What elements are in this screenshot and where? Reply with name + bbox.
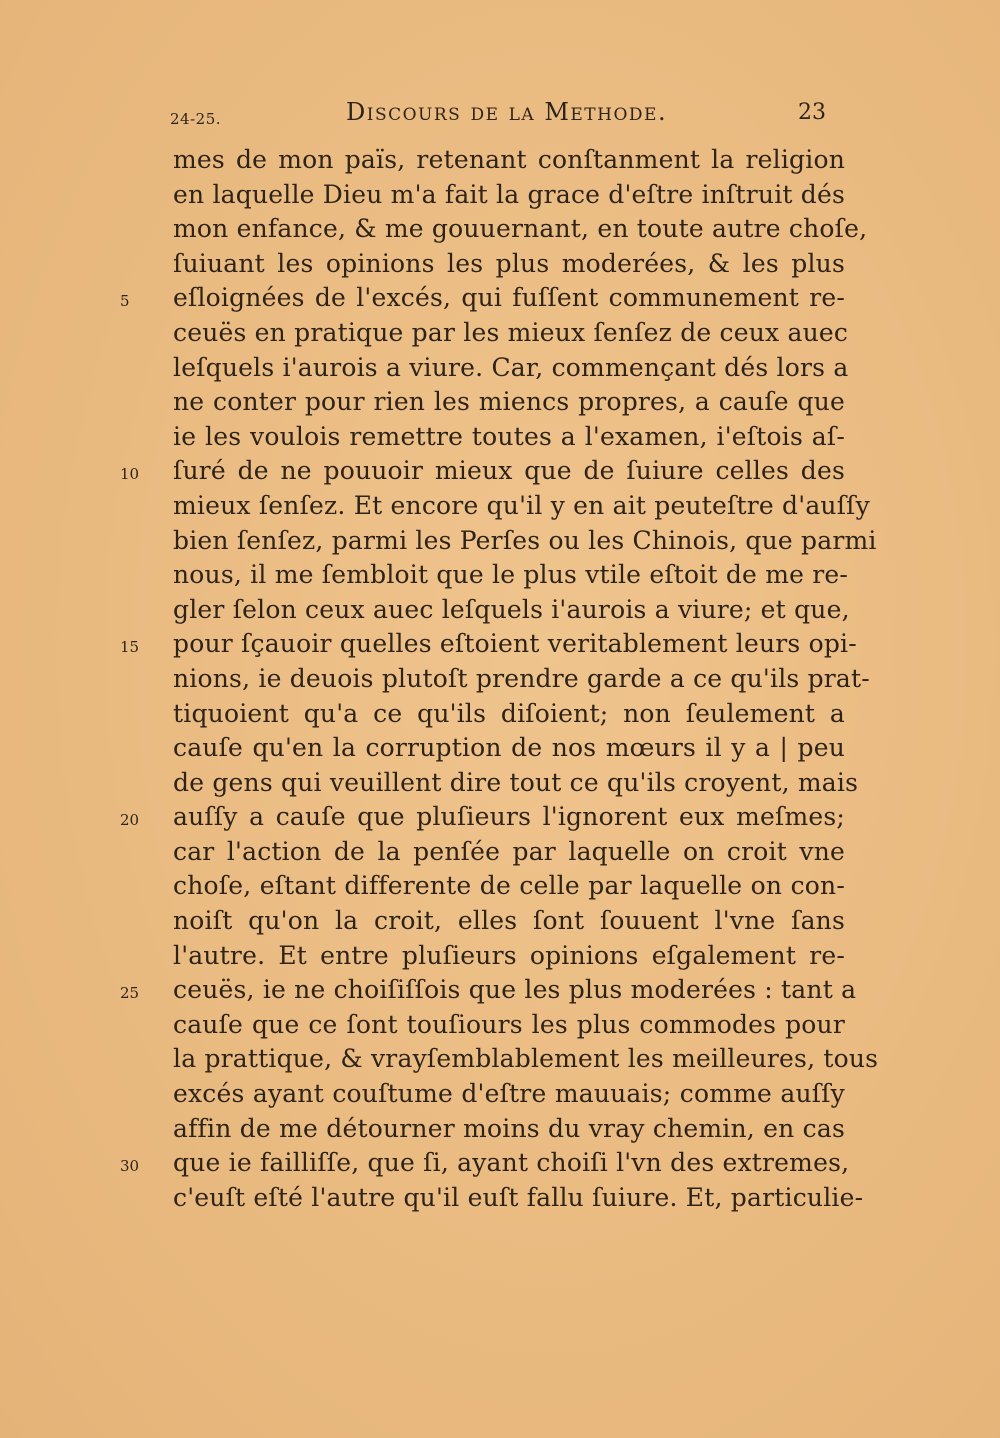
line-number: 5 <box>120 292 130 311</box>
text-line: ceuës en pratique par les mieux ſenſez de ceux auec <box>173 317 849 347</box>
text-line: excés ayant couſtume d'eſtre mauuais; comme auſſy <box>173 1079 845 1109</box>
text-line: que ie failliſſe, que ſi, ayant choiſi l'vn des extremes, <box>173 1148 850 1178</box>
text-line: ie les voulois remettre toutes a l'examen, i'eſtois aſ- <box>173 421 845 451</box>
text-line: noiſt qu'on la croit, elles ſont ſouuent l'vne ſans <box>173 906 845 936</box>
page-number: 23 <box>798 100 826 125</box>
text-line: cauſe qu'en la corruption de nos mœurs il y a | peu <box>173 733 845 763</box>
text-line: ſuré de ne pouuoir mieux que de ſuiure celles des <box>173 456 845 486</box>
text-line: gler ſelon ceux auec leſquels i'aurois a viure; et que, <box>173 594 850 624</box>
running-title: Discours de la Methode. <box>346 98 668 126</box>
line-number: 30 <box>120 1157 140 1176</box>
text-line: choſe, eſtant differente de celle par laquelle on con- <box>173 871 845 901</box>
page-reference: 24-25. <box>170 110 222 128</box>
text-line: mieux ſenſez. Et encore qu'il y en ait peuteſtre d'auſſy <box>173 490 870 520</box>
running-header <box>170 98 840 138</box>
text-line: la prattique, & vrayſemblablement les meilleures, tous <box>173 1044 879 1074</box>
text-line: de gens qui veuillent dire tout ce qu'ils croyent, mais <box>173 767 859 797</box>
text-line: mes de mon païs, retenant conſtanment la religion <box>173 145 845 174</box>
text-line: cauſe que ce ſont touſiours les plus commodes pour <box>173 1009 845 1039</box>
text-line: tiquoient qu'a ce qu'ils diſoient; non ſeulement a <box>173 698 845 728</box>
text-line: nous, il me ſembloit que le plus vtile eſtoit de me re- <box>173 560 849 590</box>
text-line: en laquelle Dieu m'a fait la grace d'eſtre inſtruit dés <box>173 179 846 209</box>
text-line: ne conter pour rien les miencs propres, a cauſe que <box>173 387 845 417</box>
text-line: nions, ie deuois plutoſt prendre garde a ce qu'ils prat- <box>173 663 870 693</box>
text-line: affin de me détourner moins du vray chemin, en cas <box>173 1113 845 1143</box>
text-line: l'autre. Et entre pluſieurs opinions eſgalement re- <box>173 940 845 970</box>
line-number: 10 <box>120 465 140 484</box>
text-line: bien ſenſez, parmi les Perſes ou les Chinois, que parmi <box>173 525 877 555</box>
line-number: 25 <box>120 984 140 1003</box>
line-number: 15 <box>120 638 140 657</box>
body-text <box>173 143 879 1215</box>
text-line: eſloignées de l'excés, qui fuſſent communement re- <box>173 283 845 313</box>
text-line: pour ſçauoir quelles eſtoient veritablement leurs opi- <box>173 629 857 659</box>
text-line: mon enfance, & me gouuernant, en toute autre choſe, <box>173 214 868 244</box>
text-line: ſuiuant les opinions les plus moderées, & les plus <box>173 248 845 278</box>
text-line: auſſy a cauſe que pluſieurs l'ignorent eux meſmes; <box>173 802 845 832</box>
text-line: car l'action de la penſée par laquelle on croit vne <box>173 836 845 866</box>
line-number: 20 <box>120 811 140 830</box>
text-line: ceuës, ie ne choiſiſſois que les plus moderées : tant a <box>173 975 857 1005</box>
text-line: leſquels i'aurois a viure. Car, commençant dés lors a <box>173 352 849 382</box>
text-line: c'euſt eſté l'autre qu'il euſt fallu ſuiure. Et, particulie- <box>173 1182 864 1212</box>
